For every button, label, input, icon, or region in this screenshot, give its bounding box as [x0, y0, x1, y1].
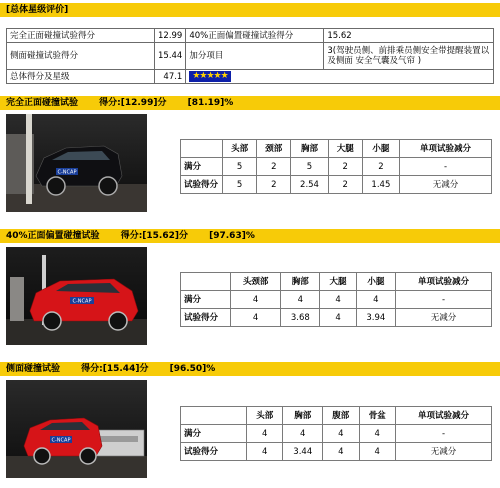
table-cell: 4	[231, 291, 281, 309]
section-title: 完全正面碰撞试验	[6, 98, 79, 108]
table-cell: 4	[356, 291, 395, 309]
table-header: 大腿	[320, 273, 356, 291]
table-row	[181, 158, 492, 176]
star-rating-cell	[186, 70, 494, 84]
table-header-row	[181, 140, 492, 158]
table-header: 单项试验减分	[396, 273, 492, 291]
summary-table	[6, 28, 494, 84]
table-cell: 满分	[181, 158, 223, 176]
cncap-logo: C-NCAP	[72, 298, 92, 305]
table-row	[181, 176, 492, 194]
table-header	[181, 273, 231, 291]
offset-score-label: 40%正面偏置碰撞试验得分	[186, 29, 324, 43]
cncap-logo: C-NCAP	[57, 169, 77, 176]
section-title: 40%正面偏置碰撞试验	[6, 231, 100, 241]
section-bar-frontal	[0, 96, 500, 110]
crash-photo-frontal	[6, 114, 147, 212]
table-header-row	[181, 407, 492, 425]
table-header: 头部	[247, 407, 283, 425]
table-cell: -	[400, 158, 492, 176]
total-score-value: 47.1	[155, 70, 186, 84]
table-cell: 4	[231, 309, 281, 327]
table-cell: 4	[247, 443, 283, 461]
table-header: 颈部	[257, 140, 291, 158]
score-table-side	[180, 406, 492, 461]
summary-row-total	[7, 70, 494, 84]
score-table-offset	[180, 272, 492, 327]
table-cell: 试验得分	[181, 443, 247, 461]
table-header: 腹部	[323, 407, 359, 425]
table-cell: 2	[257, 176, 291, 194]
side-score-label: 侧面碰撞试验得分	[7, 43, 155, 70]
table-header: 单项试验减分	[396, 407, 492, 425]
table-cell: 2.54	[291, 176, 328, 194]
total-score-label: 总体得分及星级	[7, 70, 155, 84]
table-header: 头颈部	[231, 273, 281, 291]
star-rating-icon: ★★★★★	[189, 71, 230, 82]
section-bar-side	[0, 362, 500, 376]
table-header: 胸部	[281, 273, 320, 291]
table-row	[181, 425, 492, 443]
table-cell: 4	[283, 425, 323, 443]
table-cell: 2	[257, 158, 291, 176]
table-cell: 2	[328, 176, 362, 194]
section-score: 得分:[12.99]分	[99, 98, 167, 108]
table-cell: 5	[223, 158, 257, 176]
table-header	[181, 407, 247, 425]
section-bar-offset	[0, 229, 500, 243]
table-header: 胸部	[283, 407, 323, 425]
section-score: 得分:[15.44]分	[81, 364, 149, 374]
table-cell: 5	[223, 176, 257, 194]
summary-title-bar	[0, 3, 500, 17]
table-row	[181, 291, 492, 309]
table-row	[181, 309, 492, 327]
table-cell: 3.94	[356, 309, 395, 327]
section-percent: [96.50]%	[169, 364, 216, 374]
table-cell: 4	[320, 291, 356, 309]
table-cell: 4	[320, 309, 356, 327]
table-header	[181, 140, 223, 158]
table-cell: 无减分	[396, 309, 492, 327]
table-cell: 4	[359, 425, 395, 443]
crash-photo-side	[6, 380, 147, 478]
bonus-value: 3(驾驶员侧、前排乘员侧安全带提醒装置以及侧面 安全气囊及气帘 )	[324, 43, 494, 70]
table-cell: 5	[291, 158, 328, 176]
table-cell: 4	[359, 443, 395, 461]
table-header-row	[181, 273, 492, 291]
section-percent: [97.63]%	[209, 231, 255, 241]
table-cell: -	[396, 425, 492, 443]
crash-photo-offset	[6, 247, 147, 345]
summary-title: [总体星级评价]	[6, 5, 69, 15]
table-header: 胸部	[291, 140, 328, 158]
cncap-logo: C-NCAP	[51, 437, 71, 444]
table-header: 大腿	[328, 140, 362, 158]
frontal-score-value: 12.99	[155, 29, 186, 43]
table-cell: 试验得分	[181, 176, 223, 194]
table-cell: 2	[328, 158, 362, 176]
section-percent: [81.19]%	[187, 98, 234, 108]
offset-score-value: 15.62	[324, 29, 494, 43]
table-cell: 3.68	[281, 309, 320, 327]
table-cell: 3.44	[283, 443, 323, 461]
table-header: 小腿	[362, 140, 399, 158]
table-header: 骨盆	[359, 407, 395, 425]
bonus-label: 加分项目	[186, 43, 324, 70]
table-cell: 无减分	[396, 443, 492, 461]
score-table-frontal	[180, 139, 492, 194]
table-cell: 4	[281, 291, 320, 309]
section-title: 侧面碰撞试验	[6, 364, 61, 374]
summary-row-side	[7, 43, 494, 70]
table-header: 头部	[223, 140, 257, 158]
table-cell: 无减分	[400, 176, 492, 194]
table-row	[181, 443, 492, 461]
summary-row-frontal	[7, 29, 494, 43]
table-cell: 满分	[181, 291, 231, 309]
table-header: 单项试验减分	[400, 140, 492, 158]
side-score-value: 15.44	[155, 43, 186, 70]
table-cell: 试验得分	[181, 309, 231, 327]
table-cell: 2	[362, 158, 399, 176]
table-cell: 4	[323, 443, 359, 461]
table-cell: 4	[247, 425, 283, 443]
table-cell: -	[396, 291, 492, 309]
table-cell: 1.45	[362, 176, 399, 194]
frontal-score-label: 完全正面碰撞试验得分	[7, 29, 155, 43]
table-cell: 4	[323, 425, 359, 443]
table-cell: 满分	[181, 425, 247, 443]
table-header: 小腿	[356, 273, 395, 291]
section-score: 得分:[15.62]分	[120, 231, 188, 241]
